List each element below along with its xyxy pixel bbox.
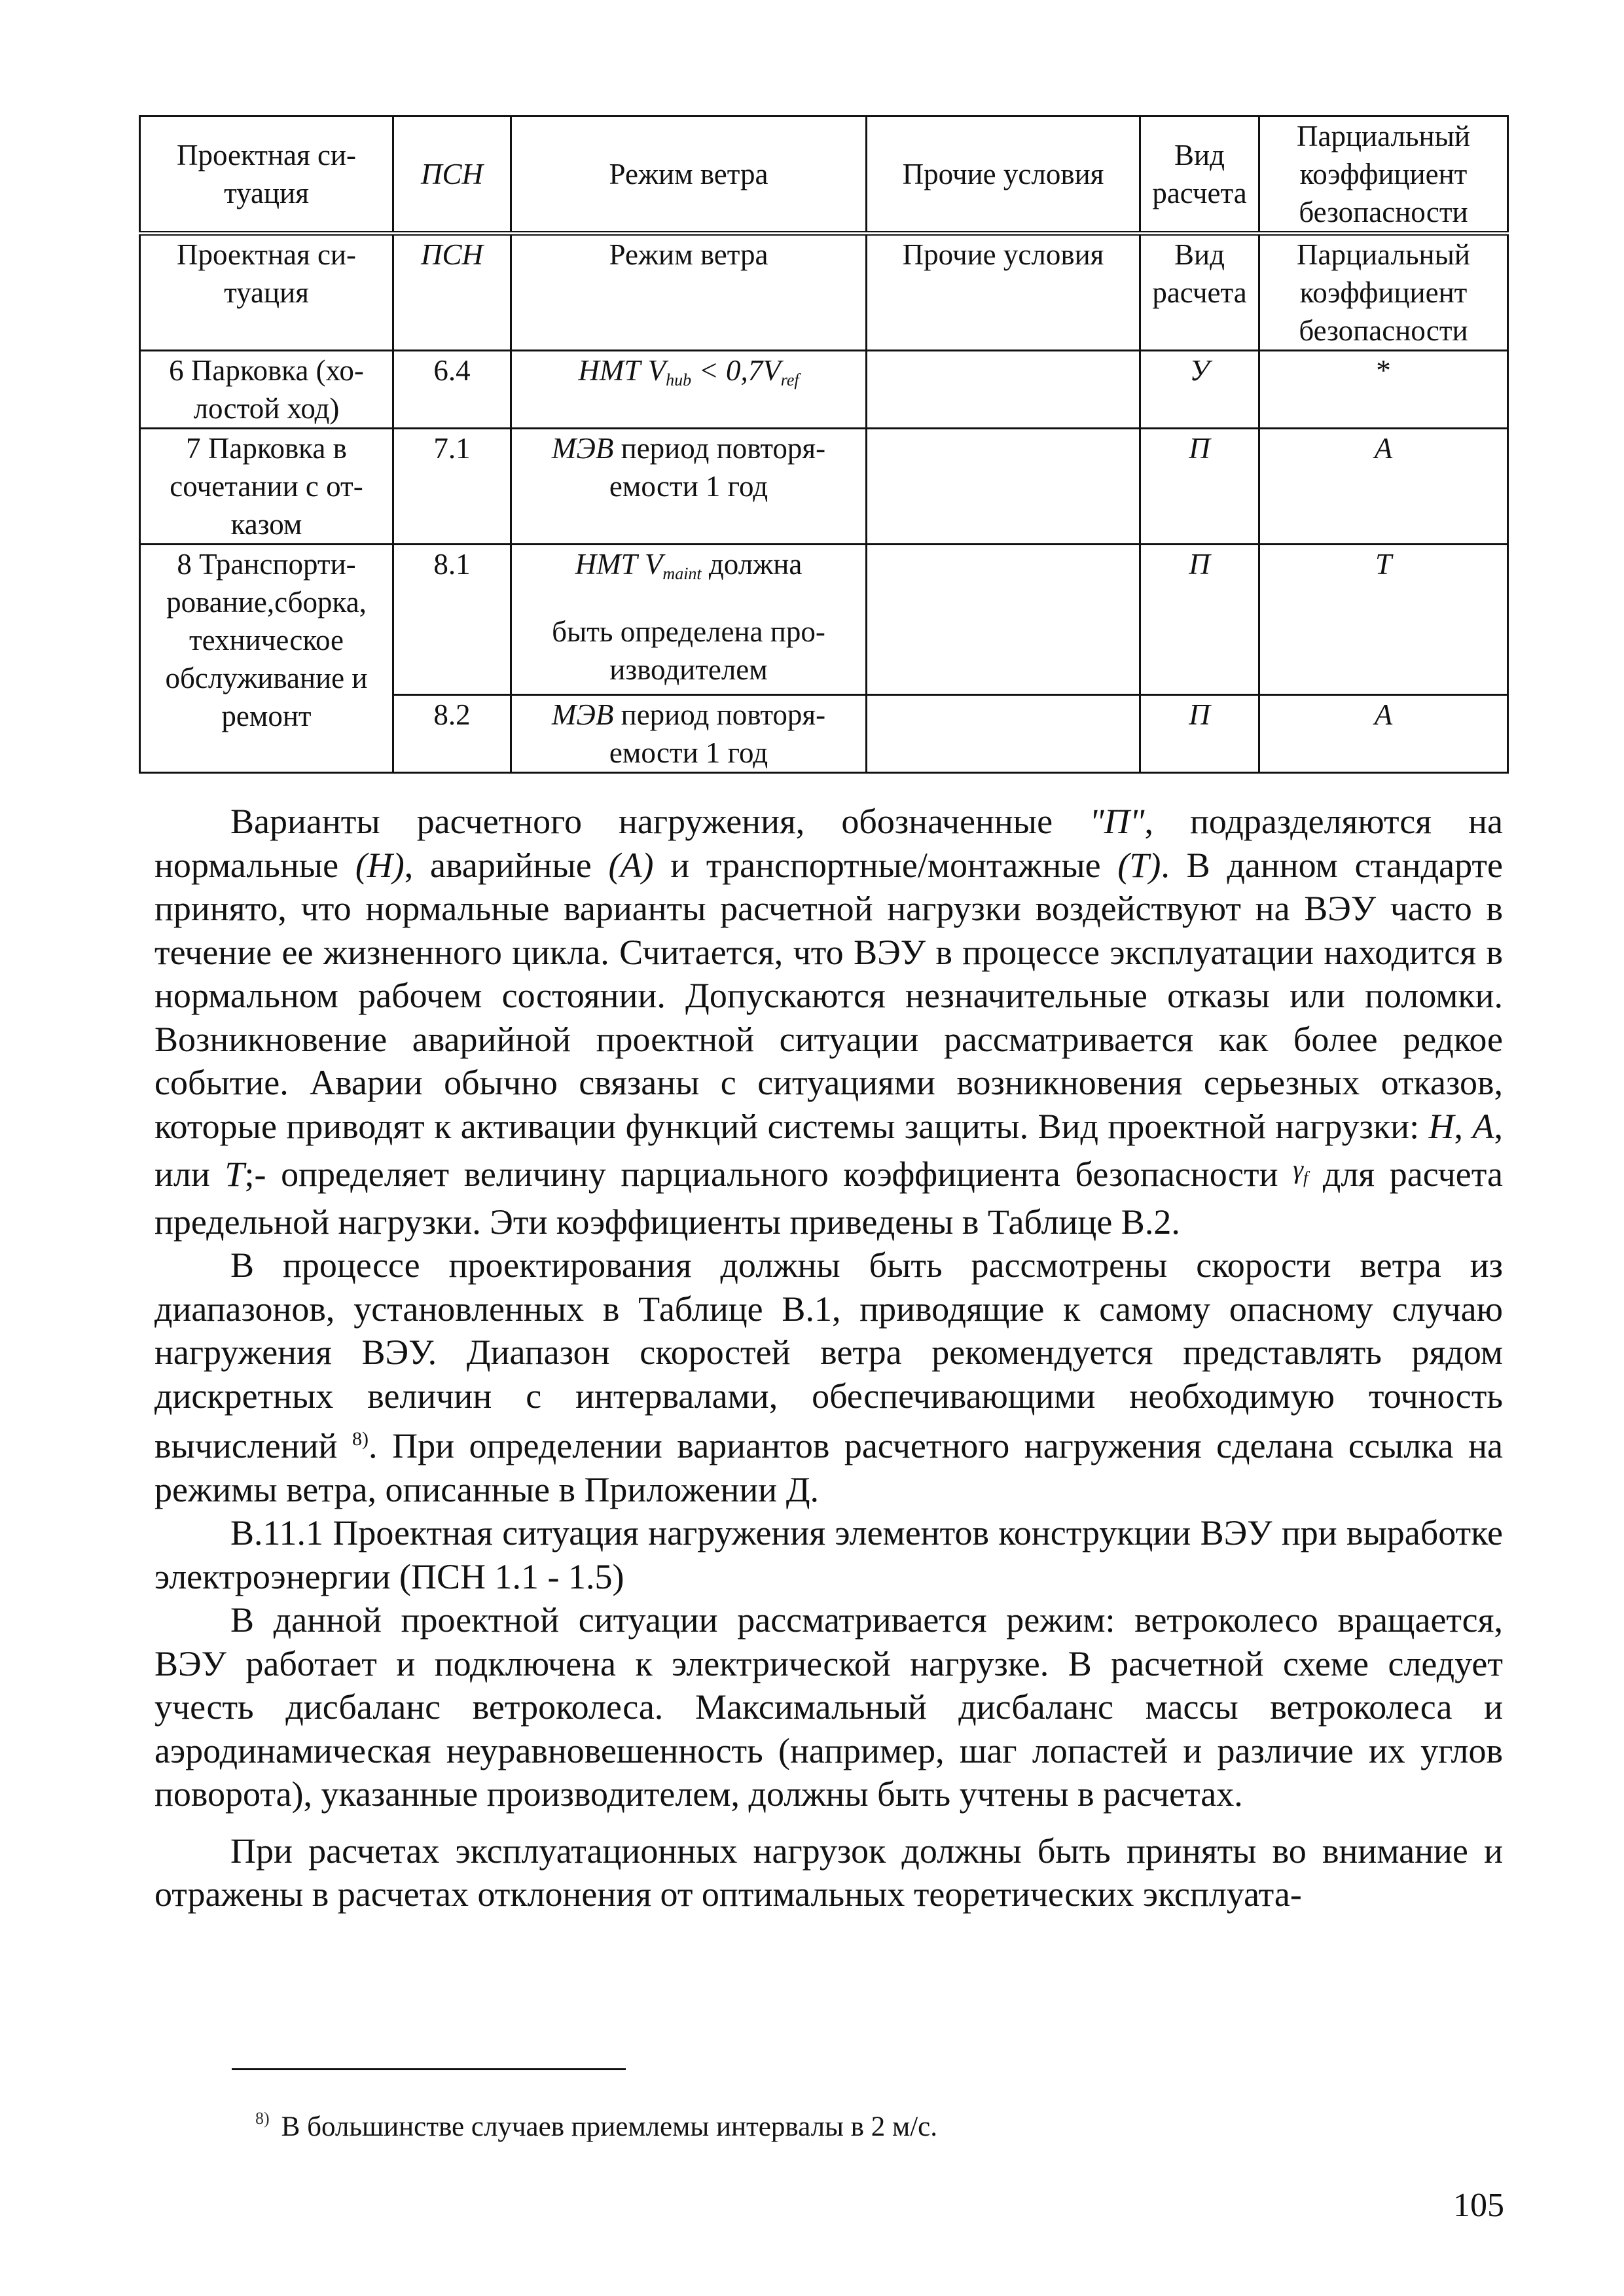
cell-factor: А — [1259, 695, 1508, 773]
cell-factor: Т — [1259, 545, 1508, 695]
cell-factor: * — [1259, 351, 1508, 429]
body-text — [154, 800, 1503, 1916]
footnote-text: В большинстве случаев приемлемы интервалы в 2 м/с. — [281, 2111, 937, 2142]
table-row — [140, 545, 1508, 695]
cell-situation: 7 Парковка в сочетании с от-казом — [140, 429, 393, 545]
footnote-ref: 8) — [352, 1428, 369, 1450]
cell-other — [867, 695, 1140, 773]
cell-calc: П — [1140, 695, 1259, 773]
gamma-symbol: γf — [1293, 1155, 1308, 1187]
footnote-mark: 8) — [255, 2109, 270, 2128]
cell-psn: 6.4 — [393, 351, 511, 429]
cell-calc: У — [1140, 351, 1259, 429]
table-header-repeat-row — [140, 234, 1508, 351]
footnote-separator — [232, 2068, 626, 2070]
cell-situation: 6 Парковка (хо-лостой ход) — [140, 351, 393, 429]
cell-wind: НМТ $V_{hub} < 0,7V_{ref}$ — [511, 351, 867, 429]
cell-wind: МЭВ период повторя-емости 1 год — [511, 695, 867, 773]
header-other: Прочие условия — [867, 117, 1140, 234]
table-header-row — [140, 117, 1508, 234]
header-calc: Вид расчета — [1140, 234, 1259, 351]
cell-other — [867, 351, 1140, 429]
header-factor: Парциальный коэффициент безопасности — [1259, 234, 1508, 351]
table-row — [140, 351, 1508, 429]
paragraph-operational-loads: При расчетах эксплуатационных нагрузок должны быть приняты во внимание и отражены в расчетах отклонения от оптимальных теоретических эксплуата- — [154, 1831, 1503, 1914]
header-wind: Режим ветра — [511, 117, 867, 234]
cell-wind: МЭВ период повторя-емости 1 год — [511, 429, 867, 545]
cell-factor: А — [1259, 429, 1508, 545]
header-other: Прочие условия — [867, 234, 1140, 351]
header-wind: Режим ветра — [511, 234, 867, 351]
page-number: 105 — [1453, 2187, 1504, 2224]
cell-calc: П — [1140, 545, 1259, 695]
cell-calc: П — [1140, 429, 1259, 545]
header-situation: Проектная си-туация — [140, 234, 393, 351]
table-row — [140, 429, 1508, 545]
paragraph-operating-mode: В данной проектной ситуации рассматривается режим: ветроколесо вращается, ВЭУ работает и подключена к электрической нагрузке. В расчетной схеме следует учесть дисбаланс ветроколеса. Максимальный дисбаланс массы ветроколеса и аэродинамическая неуравновешенность (например, шаг лопастей и различие их углов поворота), указанные производителем, должны быть учтены в расчетах. — [154, 1600, 1503, 1814]
cell-situation: 8 Транспорти-рование,сборка, техническое обслуживание и ремонт — [140, 545, 393, 773]
cell-other — [867, 545, 1140, 695]
section-heading-b11-1: В.11.1 Проектная ситуация нагружения элементов конструкции ВЭУ при выработке электроэнергии (ПСН 1.1 - 1.5) — [154, 1513, 1503, 1596]
header-factor: Парциальный коэффициент безопасности — [1259, 117, 1508, 234]
footnote — [255, 2102, 937, 2144]
paragraph-load-variants: Варианты расчетного нагружения, обозначенные "П", подразделяются на нормальные (Н), аварийные (А) и транспортные/монтажные (Т). В данном стандарте принято, что нормальные варианты расчетной нагрузки воздействуют на ВЭУ часто в течение ее жизненного цикла. Считается, что ВЭУ в процессе эксплуатации находится в нормальном рабочем состоянии. Допускаются незначительные отказы или поломки. Возникновение аварийной проектной ситуации рассматривается как более редкое событие. Аварии обычно связаны с ситуациями возникновения серьезных отказов, которые приводят к активации функций системы защиты. Вид проектной нагрузки: Н, А, или Т;- определяет величину парциального коэффициента безопасности $^{\gamma_f}$ для расчета предельной нагрузки. Эти коэффициенты приведены в Таблице В.2. — [154, 802, 1504, 1242]
cell-psn: 8.1 — [393, 545, 511, 695]
load-case-table — [139, 115, 1509, 774]
cell-other — [867, 429, 1140, 545]
header-situation: Проектная си-туация — [140, 117, 393, 234]
header-psn: ПСН — [393, 234, 511, 351]
cell-psn: 7.1 — [393, 429, 511, 545]
paragraph-wind-speeds: В процессе проектирования должны быть рассмотрены скорости ветра из диапазонов, установленных в Таблице В.1, приводящие к самому опасному случаю нагружения ВЭУ. Диапазон скоростей ветра рекомендуется представлять рядом дискретных величин с интервалами, обеспечивающими необходимую точность вычислений $^{8)}$. При определении вариантов расчетного нагружения сделана ссылка на режимы ветра, описанные в Приложении Д. — [154, 1246, 1503, 1509]
cell-psn: 8.2 — [393, 695, 511, 773]
header-psn: ПСН — [393, 117, 511, 234]
cell-wind: НМТ $V_{maint}$ должна быть определена про-изводителем — [511, 545, 867, 695]
header-calc: Вид расчета — [1140, 117, 1259, 234]
